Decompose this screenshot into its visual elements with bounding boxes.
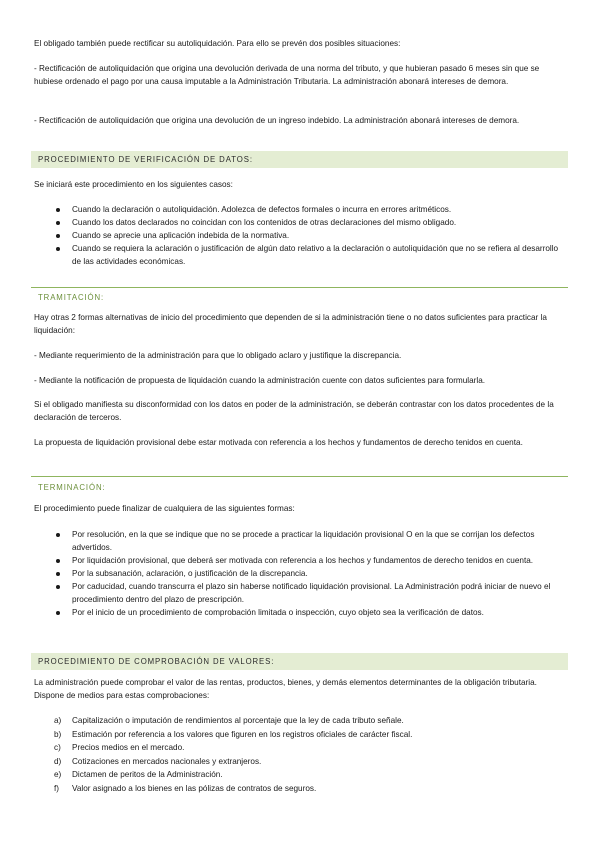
valores-intro: La administración puede comprobar el valor de las rentas, productos, bienes, y demás elementos determinantes de la obligación tributaria. Dispone de medios para estas comprobaciones: (34, 678, 537, 700)
list-item-text: Cuando los datos declarados no coincidan con los contenidos de otras declaraciones del mismo obligado. (72, 218, 457, 227)
list-item-text: Por caducidad, cuando transcurra el plazo sin haberse notificado liquidación provisional. La Administración podrá iniciar de nuevo el procedimiento dentro del plazo de prescripción. (72, 582, 551, 604)
divider (31, 476, 568, 477)
bullet-icon (56, 208, 60, 212)
list-item (34, 580, 565, 606)
rectificacion-paragraph-1: - Rectificación de autoliquidación que origina una devolución derivada de una norma del tributo, y que hubieran pasado 6 meses sin que se hubiese ordenado el pago por una causa imputable a la Administración Tributaria. La administración abonará intereses de demora. (34, 64, 540, 86)
list-item-text: Cuando la declaración o autoliquidación. Adolezca de defectos formales o incurra en errores aritméticos. (72, 205, 452, 214)
list-item-text: Por el inicio de un procedimiento de comprobación limitada o inspección, cuyo objeto sea la verificación de datos. (72, 608, 484, 617)
section-title-verificacion: PROCEDIMIENTO DE VERIFICACIÓN DE DATOS: (38, 155, 253, 164)
list-item-text: Cuando se requiera la aclaración o justificación de algún dato relativo a la declaración o autoliquidación que no se refiera al desarrollo de las actividades económicas. (72, 244, 559, 266)
list-marker: f) (54, 783, 60, 793)
list-item-text: Cotizaciones en mercados nacionales y extranjeros. (72, 756, 262, 766)
verificacion-intro: Se iniciará este procedimiento en los siguientes casos: (34, 180, 233, 189)
tramitacion-paragraph-5: La propuesta de liquidación provisional debe estar motivada con referencia a los hechos y fundamentos de derecho tenidos en cuenta. (34, 438, 523, 447)
subsection-title-terminacion: TERMINACIÓN: (38, 483, 106, 492)
rectificacion-paragraph-2: - Rectificación de autoliquidación que origina una devolución de un ingreso indebido. La administración abonará intereses de demora. (34, 116, 520, 125)
list-item (34, 782, 565, 796)
bullet-icon (56, 247, 60, 251)
list-marker: b) (54, 729, 62, 739)
list-marker: c) (54, 743, 61, 753)
list-marker: a) (54, 716, 62, 725)
list-item-text: Dictamen de peritos de la Administración. (72, 770, 223, 780)
verificacion-list (34, 203, 565, 268)
list-item-text: Por la subsanación, aclaración, o justificación de la discrepancia. (72, 569, 308, 578)
bullet-icon (56, 533, 60, 537)
list-item (34, 768, 565, 782)
list-item-text: Estimación por referencia a los valores que figuren en los registros oficiales de carácter fiscal. (72, 729, 413, 739)
intro-paragraph: El obligado también puede rectificar su autoliquidación. Para ello se prevén dos posibles situaciones: (34, 39, 401, 48)
list-item (34, 203, 565, 216)
list-item (34, 755, 565, 769)
list-item (34, 728, 565, 742)
list-marker: d) (54, 756, 62, 766)
list-item-text: Por liquidación provisional, que deberá ser motivada con referencia a los hechos y fundamentos de derecho tenidos en cuenta. (72, 556, 534, 565)
list-marker: e) (54, 770, 62, 780)
list-item-text: Precios medios en el mercado. (72, 743, 185, 753)
list-item (34, 741, 565, 755)
list-item (34, 229, 565, 242)
bullet-icon (56, 221, 60, 225)
list-item (34, 606, 565, 619)
tramitacion-paragraph-3: - Mediante la notificación de propuesta de liquidación cuando la administración cuente con datos suficientes para formularla. (34, 376, 486, 385)
list-item (34, 714, 565, 728)
bullet-icon (56, 572, 60, 576)
list-item-text: Cuando se aprecie una aplicación indebida de la normativa. (72, 231, 290, 240)
bullet-icon (56, 559, 60, 563)
list-item-text: Capitalización o imputación de rendimientos al porcentaje que la ley de cada tributo señale. (72, 716, 404, 725)
terminacion-list (34, 528, 565, 619)
bullet-icon (56, 585, 60, 589)
list-item (34, 528, 565, 554)
tramitacion-paragraph-4: Si el obligado manifiesta su disconformidad con los datos en poder de la administración, se deberán contrastar con los datos procedentes de la declaración de terceros. (34, 400, 554, 422)
list-item-text: Por resolución, en la que se indique que no se procede a practicar la liquidación provisional O en la que se corrijan los defectos advertidos. (72, 530, 535, 552)
bullet-icon (56, 611, 60, 615)
valores-list (34, 714, 565, 796)
section-title-valores: PROCEDIMIENTO DE COMPROBACIÓN DE VALORES: (38, 657, 275, 666)
divider (31, 287, 568, 288)
tramitacion-paragraph-1: Hay otras 2 formas alternativas de inicio del procedimiento que dependen de si la administración tiene o no datos suficientes para practicar la liquidación: (34, 313, 547, 335)
terminacion-intro: El procedimiento puede finalizar de cualquiera de las siguientes formas: (34, 504, 295, 513)
list-item-text: Valor asignado a los bienes en las pólizas de contratos de seguros. (72, 783, 317, 793)
list-item (34, 242, 565, 268)
list-item (34, 567, 565, 580)
tramitacion-paragraph-2: - Mediante requerimiento de la administración para que lo obligado aclaro y justifique la discrepancia. (34, 351, 402, 360)
list-item (34, 554, 565, 567)
bullet-icon (56, 234, 60, 238)
subsection-title-tramitacion: TRAMITACIÓN: (38, 293, 105, 302)
list-item (34, 216, 565, 229)
